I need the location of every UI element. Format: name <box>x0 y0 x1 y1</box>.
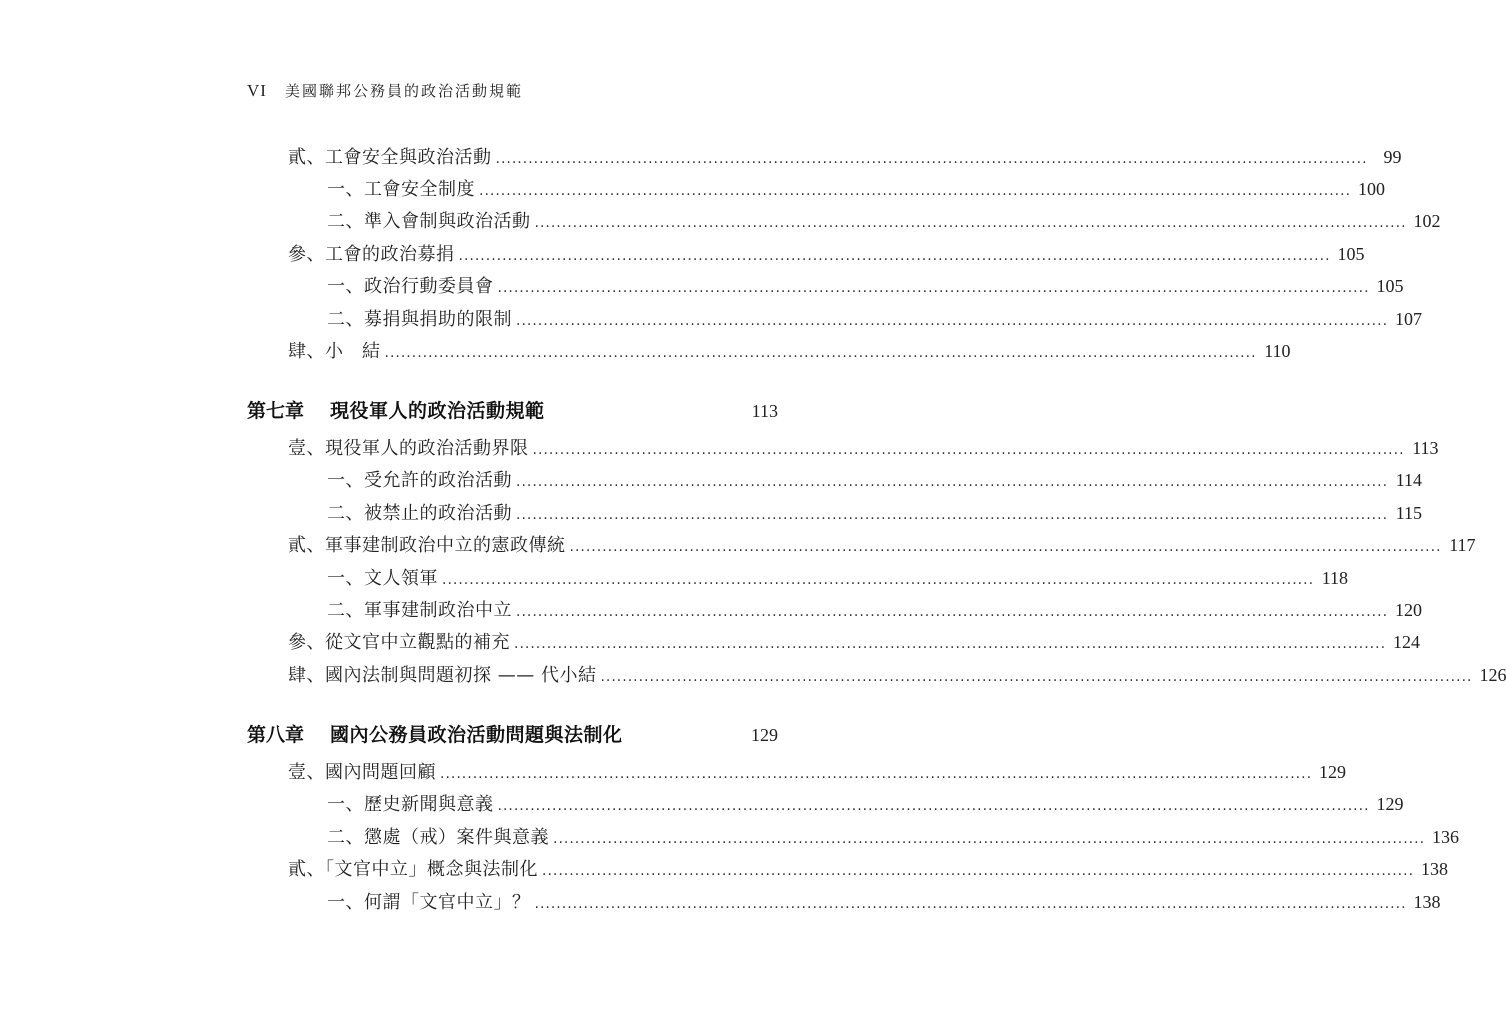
toc-entry[interactable] <box>327 564 1349 589</box>
dot-leader: ................................................................................................................................................................ <box>516 604 1389 620</box>
toc-entry-label: 二、募捐與捐助的限制 <box>327 309 512 330</box>
toc-entry[interactable] <box>327 823 1460 848</box>
toc-entry[interactable] <box>327 175 1386 200</box>
toc-entry-label: 貳、軍事建制政治中立的憲政傳統 <box>288 535 566 556</box>
dot-leader: ................................................................................................................................................................ <box>384 345 1257 361</box>
dot-leader: ................................................................................................................................................................ <box>479 183 1352 199</box>
toc-page-number: 138 <box>1421 859 1449 879</box>
toc-entry-label: 貳、工會安全與政治活動 <box>288 147 492 168</box>
toc-page-number: 124 <box>1393 632 1421 652</box>
toc-entry[interactable] <box>288 434 1439 459</box>
toc-page-number: 129 <box>1376 794 1404 814</box>
toc-page-number: 117 <box>1449 535 1476 555</box>
book-title: 美國聯邦公務員的政治活動規範 <box>284 82 523 100</box>
toc-entry[interactable] <box>288 337 1291 362</box>
toc-entry[interactable] <box>288 855 1449 880</box>
toc-entry-label: 參、工會的政治募捐 <box>288 244 455 265</box>
roman-page-number: VI <box>247 81 267 100</box>
toc-page-number: 129 <box>1319 762 1347 782</box>
dot-leader: ................................................................................................................................................................ <box>495 151 1368 167</box>
toc-page-number: 115 <box>1395 503 1423 523</box>
toc-entry-label: 二、軍事建制政治中立 <box>327 600 512 621</box>
chapter-number: 第七章 <box>247 400 305 422</box>
toc-entry-label: 一、政治行動委員會 <box>327 276 494 297</box>
toc-entry-label: 肆、國內法制與問題初探 —— 代小結 <box>288 665 597 686</box>
toc-entry-label: 壹、現役軍人的政治活動界限 <box>288 438 529 459</box>
toc-entry[interactable] <box>327 790 1404 815</box>
toc-entry-label: 參、從文官中立觀點的補充 <box>288 632 510 653</box>
toc-entry[interactable] <box>327 305 1423 330</box>
dot-leader: ................................................................................................................................................................ <box>553 831 1426 847</box>
dot-leader: ................................................................................................................................................................ <box>532 442 1405 458</box>
toc-page-number: 113 <box>751 401 778 421</box>
toc-entry[interactable] <box>327 596 1423 621</box>
toc-entry-label: 一、受允許的政治活動 <box>327 470 512 491</box>
dot-leader: ................................................................................................................................................................ <box>514 636 1387 652</box>
toc-entry-label: 一、歷史新聞與意義 <box>327 794 494 815</box>
toc-entry-label: 貳、「文官中立」概念與法制化 <box>288 859 538 880</box>
toc-entry-label: 二、被禁止的政治活動 <box>327 503 512 524</box>
toc-entry[interactable] <box>288 531 1476 556</box>
toc-entry-label: 一、何謂「文官中立」？ <box>327 892 531 913</box>
toc-entry[interactable] <box>327 499 1423 524</box>
dot-leader: ................................................................................................................................................................ <box>516 507 1389 523</box>
toc-entry[interactable] <box>327 888 1441 913</box>
toc-entry-label: 二、準入會制與政治活動 <box>327 211 531 232</box>
toc-page-number: 136 <box>1432 827 1460 847</box>
toc-page-number: 114 <box>1395 470 1423 490</box>
toc-page-number: 105 <box>1376 276 1404 296</box>
chapter-title: 國內公務員政治活動問題與法制化 <box>330 724 623 746</box>
dot-leader: ................................................................................................................................................................ <box>497 280 1370 296</box>
toc-entry[interactable] <box>327 272 1404 297</box>
toc-entry-label: 肆、小 結 <box>288 341 381 362</box>
toc-page-number: 99 <box>1383 147 1402 167</box>
toc-chapter-heading[interactable] <box>247 720 778 744</box>
dot-leader: ................................................................................................................................................................ <box>497 798 1370 814</box>
toc-entry[interactable] <box>327 466 1423 491</box>
dot-leader: ................................................................................................................................................................ <box>458 248 1331 264</box>
dot-leader: ................................................................................................................................................................ <box>600 669 1473 685</box>
toc-page-number: 113 <box>1412 438 1439 458</box>
toc-entry[interactable] <box>288 758 1347 783</box>
toc-page-number: 100 <box>1358 179 1386 199</box>
toc-page-number: 110 <box>1264 341 1291 361</box>
toc-entry-label: 二、懲處（戒）案件與意義 <box>327 827 549 848</box>
dot-leader: ................................................................................................................................................................ <box>542 863 1415 879</box>
toc-page-number: 102 <box>1413 211 1441 231</box>
toc-page-number: 126 <box>1479 665 1506 685</box>
toc-entry-label: 一、工會安全制度 <box>327 179 475 200</box>
dot-leader: ................................................................................................................................................................ <box>534 896 1407 912</box>
toc-chapter-heading[interactable] <box>247 396 778 420</box>
dot-leader: ................................................................................................................................................................ <box>534 215 1407 231</box>
dot-leader: ................................................................................................................................................................ <box>516 313 1389 329</box>
toc-page-number: 138 <box>1413 892 1441 912</box>
dot-leader: ................................................................................................................................................................ <box>440 766 1313 782</box>
toc-entry[interactable] <box>288 240 1365 265</box>
toc-entry-label: 壹、國內問題回顧 <box>288 762 436 783</box>
dot-leader: ................................................................................................................................................................ <box>442 572 1315 588</box>
toc-page-number: 120 <box>1395 600 1423 620</box>
toc-page-number: 129 <box>751 725 778 745</box>
toc-page-number: 107 <box>1395 309 1423 329</box>
toc-entry-label: 一、文人領軍 <box>327 568 438 589</box>
toc-entry[interactable] <box>327 207 1441 232</box>
toc-entry[interactable] <box>288 661 1506 686</box>
dot-leader: ................................................................................................................................................................ <box>569 539 1442 555</box>
toc-entry[interactable] <box>288 628 1421 653</box>
toc-page-number: 118 <box>1321 568 1349 588</box>
chapter-title: 現役軍人的政治活動規範 <box>330 400 545 422</box>
toc-entry[interactable] <box>288 143 1402 168</box>
dot-leader: ................................................................................................................................................................ <box>516 474 1389 490</box>
toc-page-number: 105 <box>1337 244 1365 264</box>
chapter-number: 第八章 <box>247 724 305 746</box>
